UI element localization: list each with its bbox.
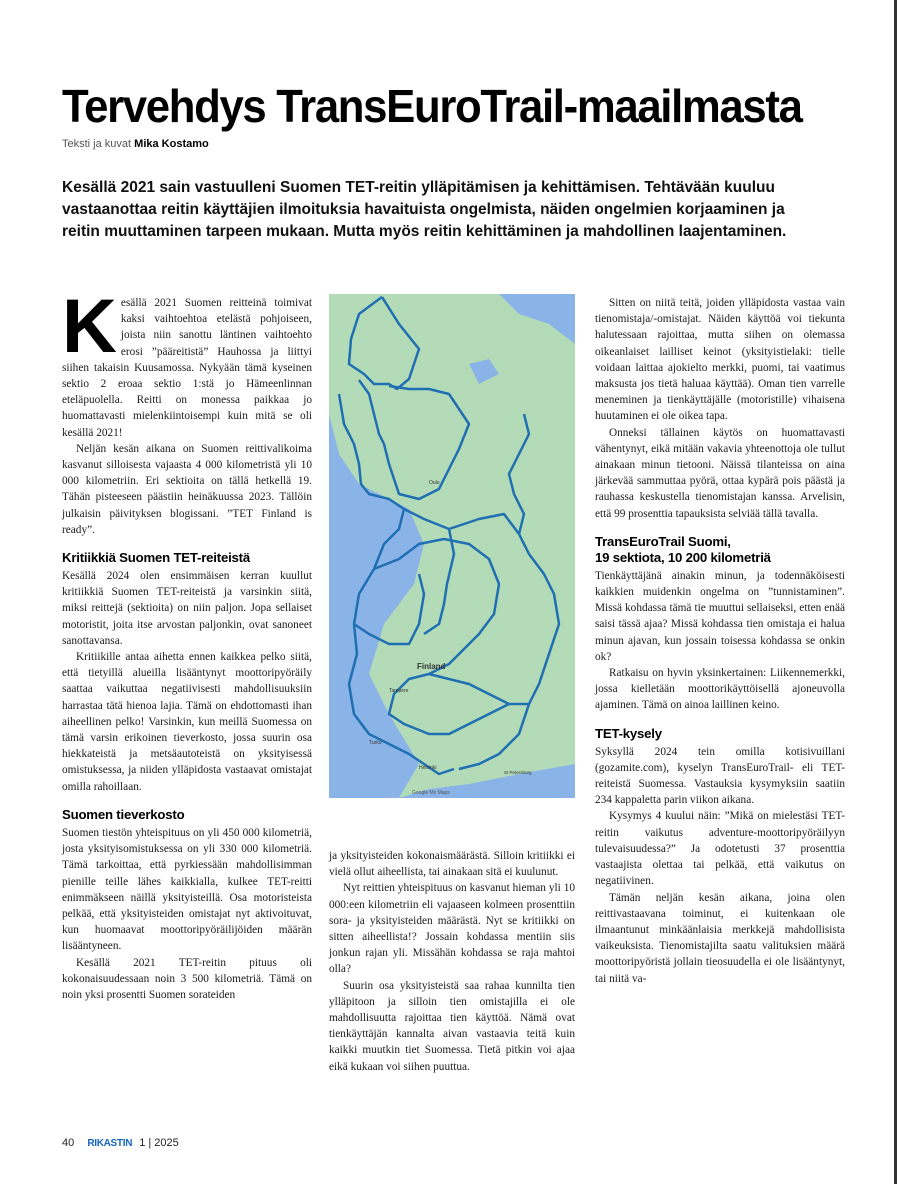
map-attribution: Google My Maps	[412, 790, 450, 796]
column-1	[62, 284, 312, 1003]
magazine-logo: RIKASTIN	[87, 1138, 133, 1149]
paragraph: Neljän kesän aikana on Suomen reittivalikoima kasvanut silloisesta vajaasta 4 000 kilometristä yli 10 000 kilometriin. Eri sektioita on tällä hetkellä 19. Tähän pisteeseen päästiin heinäkuussa 2023. Tällöin julkaisin päivityksen blogissani. ”TET Finland is ready”.	[62, 442, 312, 536]
section-heading: Suomen tieverkosto	[62, 806, 185, 822]
paragraph: Syksyllä 2024 tein omilla kotisivuillani (gozamite.com), kyselyn TransEuroTrail- eli TET-reiteistä Suomessa. Vastauksia kysymyksiin saatiin 234 kappaletta parin viikon aikana.	[595, 745, 845, 807]
paragraph	[62, 284, 312, 441]
map-country-label: Finland	[417, 662, 446, 671]
heading-line: 19 sektiota, 10 200 kilometriä	[595, 549, 771, 565]
paragraph: Onneksi tällainen käytös on huomattavasti vähentynyt, eikä mitään vakavia yhteenottoja ole tullut ainakaan minun tietooni. Näissä tilanteissa on aina järkevää sammuttaa pyörä, ottaa kypärä pois päästä ja rauhassa keskustella tienomistajan kanssa. Arvelisin, että 99 prosenttia tapauksista selviää tällä tavalla.	[595, 426, 845, 520]
paragraph: Suomen tiestön yhteispituus on yli 450 000 kilometriä, josta yksityisomistuksessa on yli 330 000 kilometriä. Tämä tarkoittaa, että pyrkiessään mahdollisimman pienille teille lähes kaikkialla, kulkee TET-reitti enimmäkseen näillä yksityisteillä. Osa motoristeista pelkää, että yksityisteiden omistajat nyt aktivoituvat, kun huomaavat moottoripyöräilijöiden määrän lisääntyneen.	[62, 826, 312, 953]
byline-prefix: Teksti ja kuvat	[62, 138, 132, 150]
paragraph: Tienkäyttäjänä ainakin minun, ja todennäköisesti kaikkien muidenkin ongelma on ”tunnistaminen”. Missä kohdassa tämä tie muuttui sellaiseksi, etten enää saisi tässä ajaa? Missä kohdassa tien omistaja ei halua minun ajavan, kun jossain toisessa kohdassa se onkin ok?	[595, 569, 845, 663]
paragraph: Sitten on niitä teitä, joiden ylläpidosta vastaa vain tienomistaja/-omistajat. Näiden käyttöä voi tiekunta halutessaan rajoittaa, mutta siihen on olemassa oikeanlaiset lailliset keinot (yksityistielaki: tielle voidaan laittaa ajokielto merkki, puomi, tai vaatimus maksusta jos tietä haluaa käyttää). Oman tien varrelle meneminen ja tienkäyttäjälle (motoristille) vihaisena huutaminen ei ole oikea tapa.	[595, 297, 845, 423]
section-heading: Kritiikkiä Suomen TET-reiteistä	[62, 550, 251, 566]
article-title: Tervehdys TransEuroTrail-maailmasta	[62, 80, 802, 132]
map-city-label: Tampere	[389, 688, 409, 694]
byline-author: Mika Kostamo	[134, 138, 209, 150]
paragraph: Kesällä 2024 olen ensimmäisen kerran kuullut kritiikkiä Suomen TET-reiteistä ja varsinkin siitä, miksi reittejä (sektioita) on niin paljon. Jopa sellaiset motoristit, joita itse arvostan paljonkin, ovat sanoneet sanottavansa.	[62, 570, 312, 647]
article-lead: Kesällä 2021 sain vastuulleni Suomen TET-reitin ylläpitämisen ja kehittämisen. Tehtävään kuuluu vastaanottaa reitin käyttäjien ilmoituksia havaituista ongelmista, näiden ongelmien korjaaminen ja reitin muuttaminen tarpeen mukaan. Mutta myös reitin kehittäminen ja mahdollinen laajentaminen.	[62, 179, 787, 240]
issue-number: 1 | 2025	[139, 1137, 179, 1149]
paragraph: Kritiikille antaa aihetta ennen kaikkea pelko siitä, että tietyillä alueilla lisääntynyt moottoripyöräily saattaa vaikuttaa negatiivisesti mahdollisuuksiin harrastaa tätä hienoa lajia. Tämä on ehdottomasti ihan aiheellinen pelko! Varsinkin, kun meillä Suomessa on tämä varsin erikoinen tieverkosto, jossa suurin osa hiekkateistä ja metsäautoteistä on yksityisessä omistuksessa, ja niiden ylläpidosta vastaavat omistajat omilla rahoillaan.	[62, 651, 312, 793]
heading-line: TransEuroTrail Suomi,	[595, 533, 731, 549]
paragraph: Tämän neljän kesän aikana, joina olen reittivastaavana toiminut, ei kuitenkaan ole ilmaantunut minkäänlaisia merkkejä mahdollisista vaikeuksista. Tienomistajilta saatu valituksien määrä moottoripyöristä jollain tieosuudella ei ole lisääntynyt, tai niitä va-	[595, 891, 845, 985]
page-footer	[62, 1137, 179, 1149]
section-heading: TET-kysely	[595, 725, 662, 741]
paragraph: Nyt reittien yhteispituus on kasvanut hieman yli 10 000:een kilometriin eli vajaaseen kolmeen prosenttiin sora- ja yksityisteiden määrästä. Nyt se kritiikki on sitten aiheellista!? Jossain kohdassa mentiin siis jonkun rajan yli. Missähän kohdassa se raja mahtoi olla?	[329, 882, 575, 976]
section-heading	[595, 534, 845, 566]
map-russia-label: St Petersburg	[504, 770, 532, 775]
paragraph: Suurin osa yksityisteistä saa rahaa kunnilta tien ylläpitoon ja silloin tien omistajilla ei ole mahdollisuutta rajoittaa tien käyttöä. Nämä ovat tienkäyttäjän kannalta aivan vastaavia teitä kuin kaikki muutkin tiet Suomessa. Tietä pitkin voi ajaa eikä kukaan voi siihen puuttua.	[329, 979, 575, 1073]
paragraph: Ratkaisu on hyvin yksinkertainen: Liikennemerkki, jossa kielletään moottorikäyttöisellä ajoneuvolla ajaminen. Tämä on ainoa laillinen keino.	[595, 667, 845, 712]
paragraph: Kesällä 2021 TET-reitin pituus oli kokonaisuudessaan noin 3 500 kilometriä. Tämä on noin yksi prosentti Suomen sorateiden	[62, 956, 312, 1001]
route-map-svg	[329, 294, 575, 798]
paragraph-text: esällä 2021 Suomen reitteinä toimivat kaksi vaihtoehtoa etelästä pohjoiseen, joista niin sanottu läntinen vaihtoehto erosi ”pääreitistä” Hauhossa ja liittyi siihen takaisin Kuusamossa. Nykyään tämä kyseinen sektio 2 eroaa sektio 1:stä jo Hämeenlinnan eteläpuolella. Reitti on monessa paikkaa jo huomattavasti mielenkiintoisempi kuin mitä se oli kesällä 2021!	[62, 297, 312, 439]
paragraph: ja yksityisteiden kokonaismäärästä. Silloin kritiikki ei vielä ollut aiheellista, tai ainakaan sitä ei kuulunut.	[329, 850, 575, 879]
dropcap: K	[62, 284, 117, 369]
map-city-label: Turku	[369, 740, 382, 746]
byline	[62, 138, 209, 150]
page-number: 40	[62, 1137, 75, 1149]
map-city-label: Helsinki	[419, 765, 437, 771]
column-2	[329, 848, 575, 1075]
map-city-label: Oulu	[429, 480, 440, 486]
column-3	[595, 295, 845, 987]
paragraph: Kysymys 4 kuului näin: ”Mikä on mielestäsi TET- reitin vaikutus adventure-moottoripyöräilyyn tulevaisuudessa?” Ja odotetusti 37 prosenttia vastaajista olettaa tai pelkää, että vaikutus on negatiivinen.	[595, 810, 845, 888]
route-map-image	[329, 294, 575, 798]
